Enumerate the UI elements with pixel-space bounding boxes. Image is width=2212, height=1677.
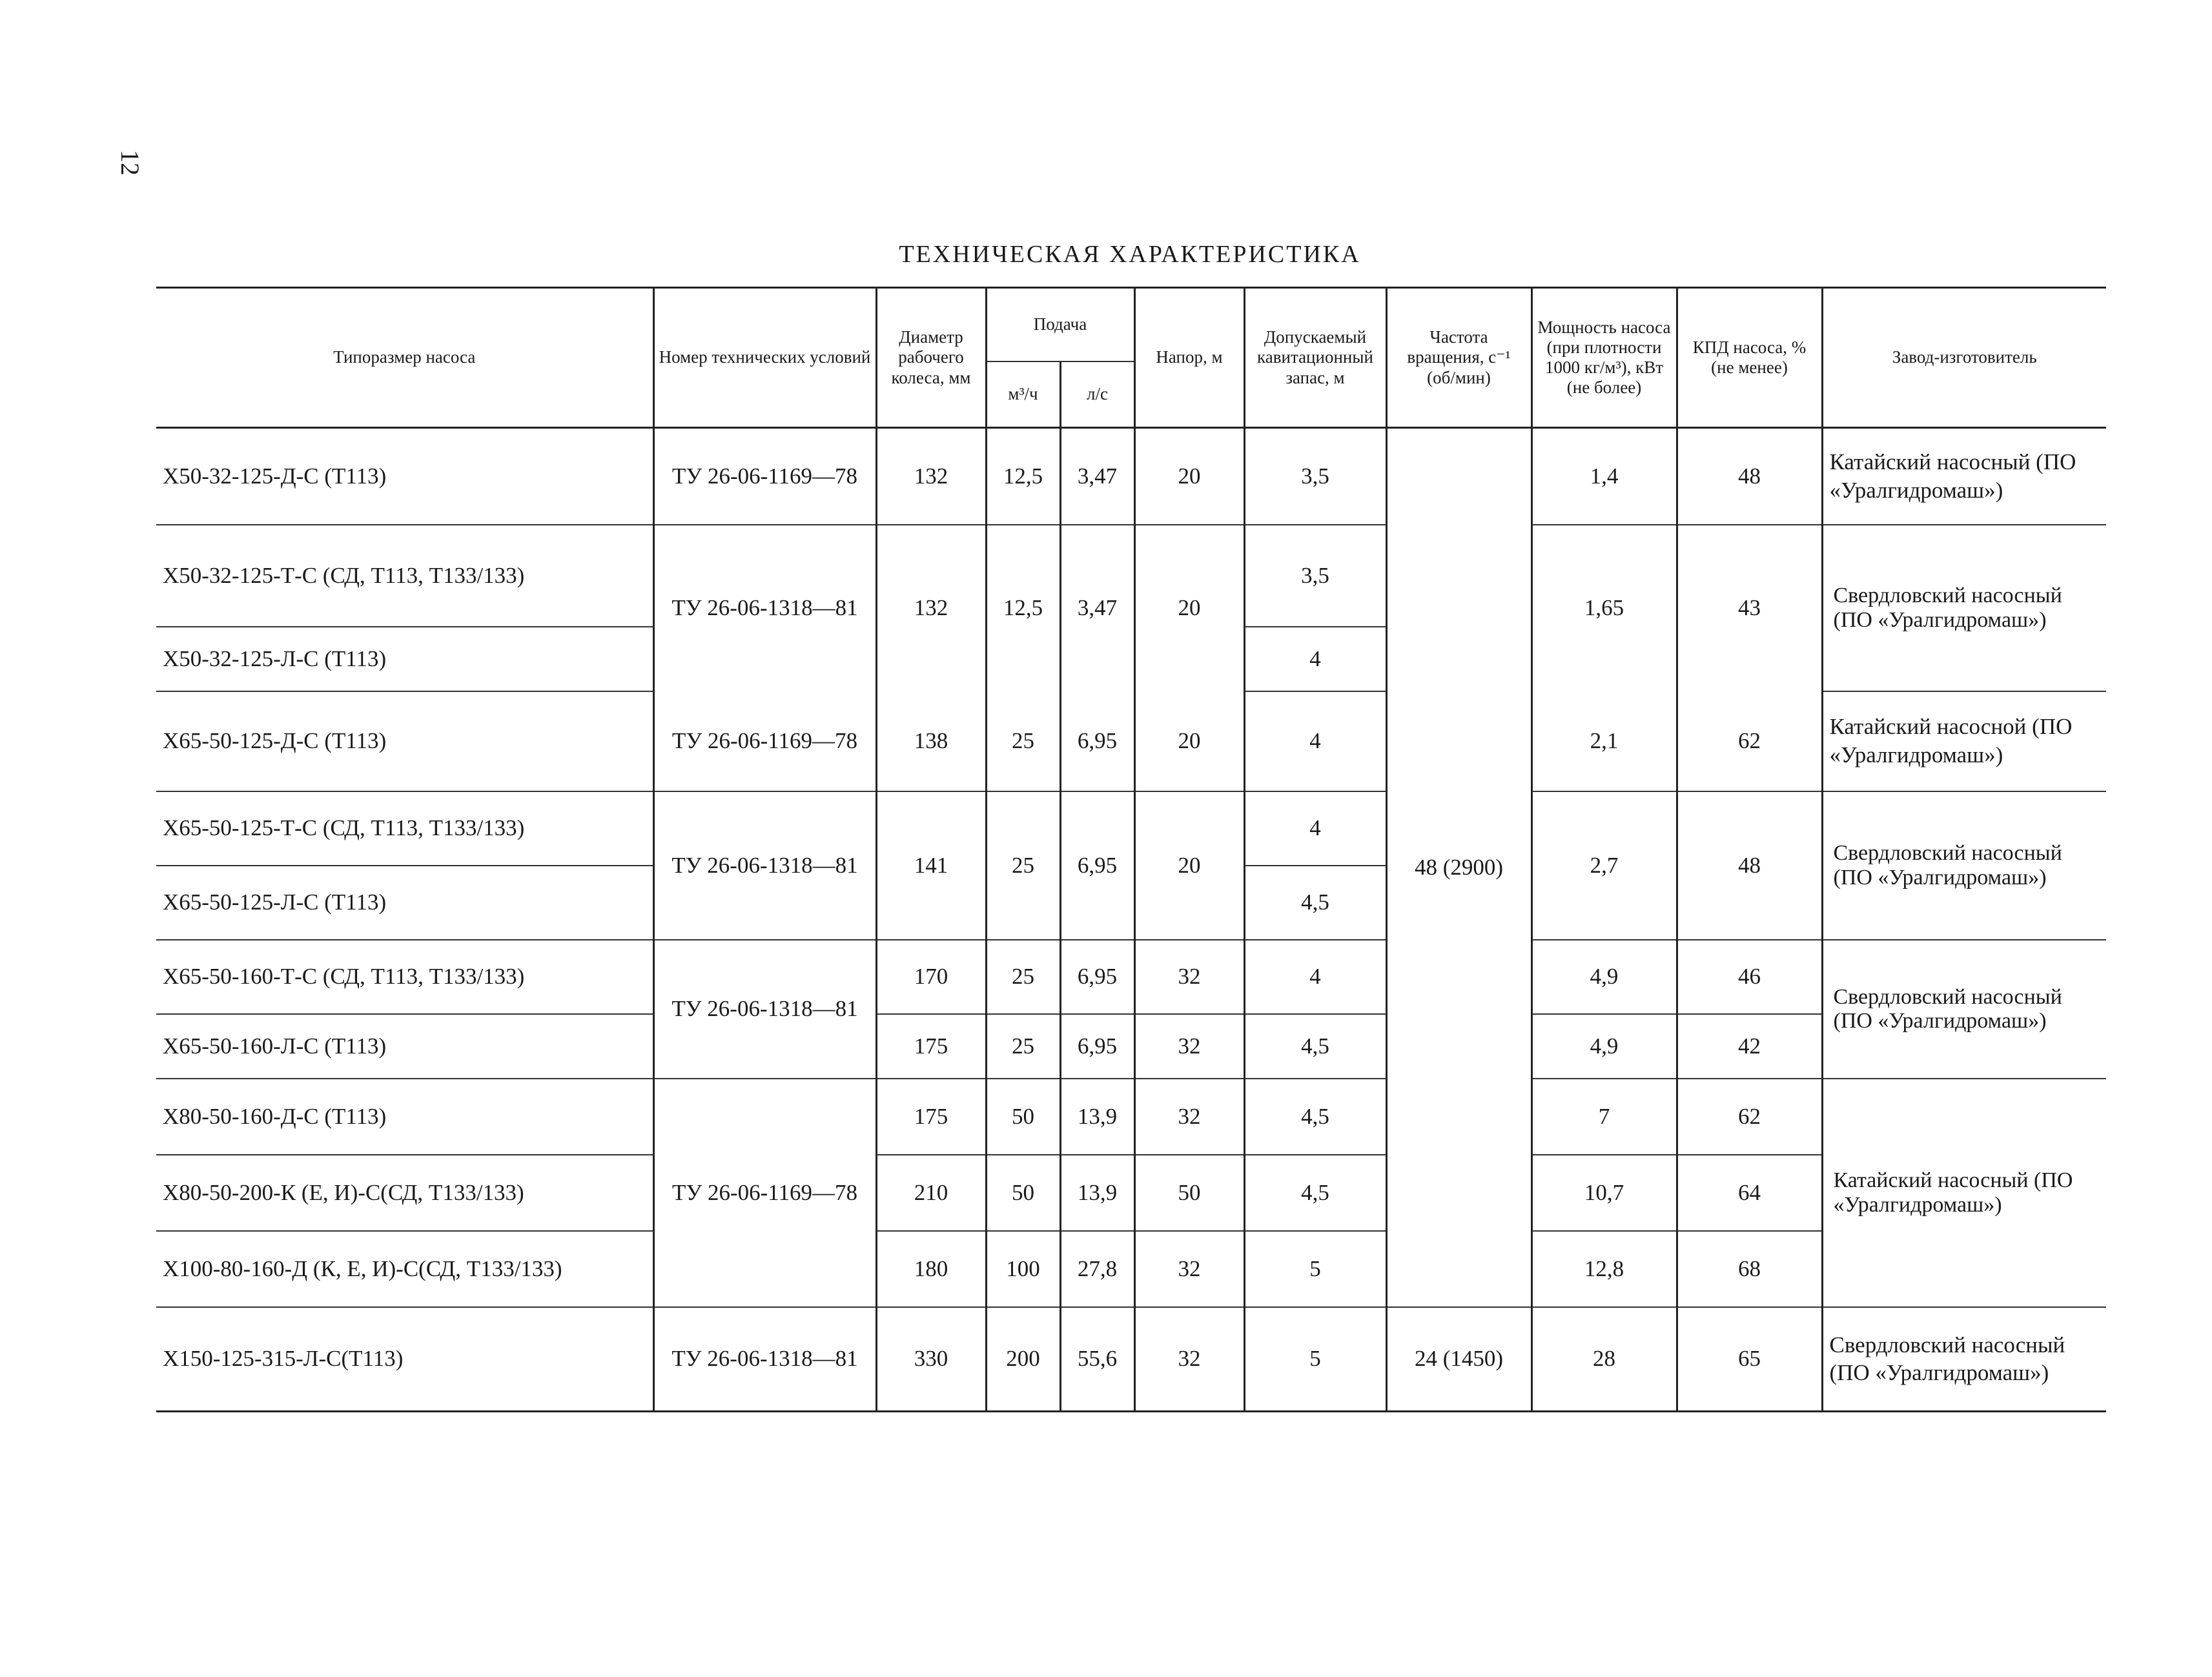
row-flow-m3h: 25 [986, 791, 1060, 940]
row-efficiency: 42 [1677, 1014, 1822, 1079]
row-tu: ТУ 26-06-1169—78 [653, 428, 876, 525]
row-power: 2,1 [1531, 691, 1677, 791]
row-model: Х65-50-125-Л-С (Т113) [156, 866, 653, 940]
row-model: Х65-50-160-Л-С (Т113) [156, 1014, 653, 1079]
row-diameter: 138 [876, 691, 986, 791]
row-power: 2,7 [1531, 791, 1677, 940]
row-tu: ТУ 26-06-1169—78 [653, 1079, 876, 1307]
row-efficiency: 48 [1677, 791, 1822, 940]
row-flow-m3h: 100 [986, 1231, 1060, 1307]
row-head: 32 [1134, 1014, 1244, 1079]
row-diameter: 132 [876, 428, 986, 525]
row-tu: ТУ 26-06-1169—78 [653, 691, 876, 791]
row-efficiency: 62 [1677, 691, 1822, 791]
row-flow-m3h: 12,5 [986, 525, 1060, 691]
row-npsh: 5 [1244, 1307, 1386, 1412]
page-number: 12 [116, 150, 145, 176]
row-power: 10,7 [1531, 1155, 1677, 1231]
row-npsh: 5 [1244, 1231, 1386, 1307]
row-model: Х50-32-125-Л-С (Т113) [156, 627, 653, 691]
header-power: Мощность насоса (при плотности 1000 кг/м³), кВт (не более) [1531, 288, 1677, 428]
row-diameter: 175 [876, 1014, 986, 1079]
row-head: 32 [1134, 940, 1244, 1014]
row-flow-m3h: 50 [986, 1079, 1060, 1155]
manufacturer-cell [1822, 1079, 2106, 1307]
row-head: 20 [1134, 691, 1244, 791]
manufacturer-text: Катайский насосный (ПО «Уралгидромаш») [1833, 1168, 2073, 1217]
header-efficiency: КПД насоса, % (не менее) [1677, 288, 1822, 428]
row-head: 32 [1134, 1231, 1244, 1307]
row-npsh: 4,5 [1244, 866, 1386, 940]
row-model: Х65-50-160-Т-С (СД, Т113, Т133/133) [156, 940, 653, 1014]
row-flow-m3h: 50 [986, 1155, 1060, 1231]
row-head: 20 [1134, 428, 1244, 525]
row-power: 4,9 [1531, 940, 1677, 1014]
row-efficiency: 62 [1677, 1079, 1822, 1155]
row-flow-ls: 6,95 [1060, 691, 1134, 791]
row-flow-m3h: 12,5 [986, 428, 1060, 525]
row-flow-ls: 3,47 [1060, 428, 1134, 525]
row-model: Х50-32-125-Д-С (Т113) [156, 428, 653, 525]
row-flow-ls: 55,6 [1060, 1307, 1134, 1412]
row-flow-ls: 13,9 [1060, 1155, 1134, 1231]
manufacturer-cell: Свердловский насосный (ПО «Уралгидромаш») [1822, 1307, 2106, 1412]
row-model: Х100-80-160-Д (К, Е, И)-С(СД, Т133/133) [156, 1231, 653, 1307]
row-flow-ls: 13,9 [1060, 1079, 1134, 1155]
header-speed: Частота вращения, с⁻¹ (об/мин) [1386, 288, 1531, 428]
row-flow-ls: 3,47 [1060, 525, 1134, 691]
row-diameter: 175 [876, 1079, 986, 1155]
manufacturer-cell: Катайский насосной (ПО «Уралгидромаш») [1822, 691, 2106, 791]
speed-main: 48 (2900) [1386, 428, 1531, 1307]
manufacturer-cell [1822, 940, 2106, 1079]
row-npsh: 4,5 [1244, 1155, 1386, 1231]
row-diameter: 180 [876, 1231, 986, 1307]
row-head: 50 [1134, 1155, 1244, 1231]
row-head: 32 [1134, 1079, 1244, 1155]
manufacturer-text: Свердловский насосный (ПО «Уралгидромаш») [1833, 984, 2062, 1033]
row-npsh: 4,5 [1244, 1014, 1386, 1079]
header-diameter: Диаметр рабочего колеса, мм [876, 288, 986, 428]
row-npsh: 3,5 [1244, 525, 1386, 627]
row-diameter: 170 [876, 940, 986, 1014]
page-title: ТЕХНИЧЕСКАЯ ХАРАКТЕРИСТИКА [899, 241, 1361, 268]
row-efficiency: 48 [1677, 428, 1822, 525]
row-power: 28 [1531, 1307, 1677, 1412]
row-npsh: 3,5 [1244, 428, 1386, 525]
row-flow-m3h: 25 [986, 1014, 1060, 1079]
row-flow-m3h: 200 [986, 1307, 1060, 1412]
header-head: Напор, м [1134, 288, 1244, 428]
row-tu: ТУ 26-06-1318—81 [653, 525, 876, 691]
row-diameter: 132 [876, 525, 986, 691]
row-efficiency: 68 [1677, 1231, 1822, 1307]
manufacturer-text: Свердловский насосный (ПО «Уралгидромаш») [1833, 584, 2062, 632]
row-model: Х80-50-160-Д-С (Т113) [156, 1079, 653, 1155]
row-head: 20 [1134, 525, 1244, 691]
row-head: 20 [1134, 791, 1244, 940]
row-npsh: 4 [1244, 627, 1386, 691]
row-tu: ТУ 26-06-1318—81 [653, 1307, 876, 1412]
manufacturer-cell: Катайский насосный (ПО «Уралгидромаш») [1822, 428, 2106, 525]
manufacturer-text: Свердловский насосный (ПО «Уралгидромаш») [1833, 841, 2062, 889]
tech-spec-table [156, 287, 2106, 1412]
row-model: Х65-50-125-Т-С (СД, Т113, Т133/133) [156, 791, 653, 866]
row-efficiency: 65 [1677, 1307, 1822, 1412]
row-flow-m3h: 25 [986, 691, 1060, 791]
manufacturer-cell [1822, 791, 2106, 940]
row-npsh: 4,5 [1244, 1079, 1386, 1155]
row-model: Х150-125-315-Л-С(Т113) [163, 1346, 404, 1372]
row-flow-ls: 27,8 [1060, 1231, 1134, 1307]
row-efficiency: 46 [1677, 940, 1822, 1014]
header-manufacturer: Завод-изготовитель [1822, 288, 2106, 428]
row-model: Х65-50-125-Д-С (Т113) [156, 691, 653, 791]
row-power: 7 [1531, 1079, 1677, 1155]
header-model: Типоразмер насоса [156, 288, 653, 428]
header-flow: Подача [986, 288, 1134, 362]
row-efficiency: 43 [1677, 525, 1822, 691]
row-diameter: 330 [876, 1307, 986, 1412]
row-model: Х80-50-200-К (Е, И)-С(СД, Т133/133) [156, 1155, 653, 1231]
row-model: Х50-32-125-Т-С (СД, Т113, Т133/133) [156, 525, 653, 627]
row-flow-ls: 6,95 [1060, 940, 1134, 1014]
row-diameter: 210 [876, 1155, 986, 1231]
row-flow-ls: 6,95 [1060, 791, 1134, 940]
header-flow-m3h: м³/ч [986, 361, 1060, 428]
manufacturer-cell [1822, 525, 2106, 691]
row-speed: 24 (1450) [1386, 1307, 1531, 1412]
row-diameter: 141 [876, 791, 986, 940]
row-tu: ТУ 26-06-1318—81 [653, 791, 876, 940]
header-tu: Номер технических условий [653, 288, 876, 428]
row-power: 1,65 [1531, 525, 1677, 691]
row-flow-m3h: 25 [986, 940, 1060, 1014]
row-npsh: 4 [1244, 940, 1386, 1014]
row-head: 32 [1134, 1307, 1244, 1412]
row-npsh: 4 [1244, 691, 1386, 791]
header-flow-ls: л/с [1060, 361, 1134, 428]
header-npsh: Допускаемый кавитационный запас, м [1244, 288, 1386, 428]
row-power: 12,8 [1531, 1231, 1677, 1307]
row-flow-ls: 6,95 [1060, 1014, 1134, 1079]
row-power: 4,9 [1531, 1014, 1677, 1079]
row-npsh: 4 [1244, 791, 1386, 866]
row-efficiency: 64 [1677, 1155, 1822, 1231]
row-tu: ТУ 26-06-1318—81 [653, 940, 876, 1079]
row-power: 1,4 [1531, 428, 1677, 525]
